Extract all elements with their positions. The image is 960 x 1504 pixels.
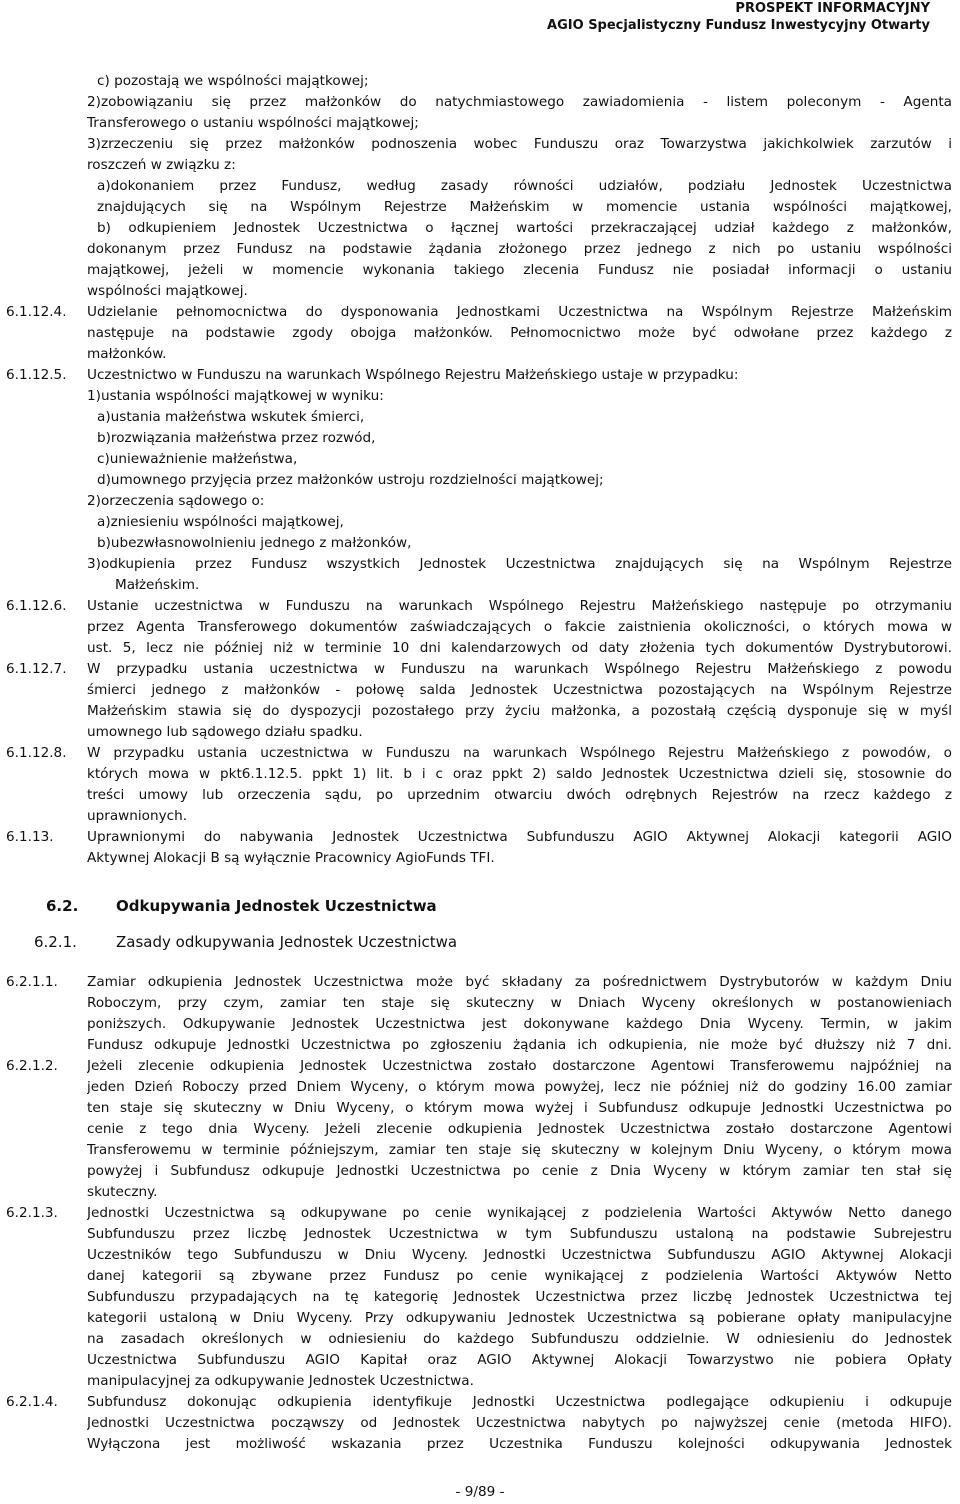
paragraph-line bbox=[0, 113, 960, 134]
section-number: 6.2.1. bbox=[34, 933, 77, 951]
line-text: następuje na podstawie zgody obojga małżonków. Pełnomocnictwo może być odwołane przez każdego z bbox=[87, 325, 952, 341]
line-text: d)umownego przyjęcia przez małżonków ustroju rozdzielności majątkowej; bbox=[97, 472, 604, 488]
numbered-paragraph-line bbox=[0, 932, 960, 953]
line-text: Małżeńskim stawia się do dyspozycji pozostałego przy życiu małżonka, a pozostałą częścią dysponuje się w myśl bbox=[87, 703, 952, 719]
paragraph-line bbox=[0, 260, 960, 281]
paragraph-line bbox=[0, 512, 960, 533]
paragraph-line bbox=[0, 1119, 960, 1140]
paragraph-line bbox=[0, 197, 960, 218]
paragraph-line bbox=[0, 680, 960, 701]
paragraph-line bbox=[0, 1371, 960, 1392]
paragraph-line bbox=[0, 575, 960, 596]
line-text: znajdujących się na Wspólnym Rejestrze Małżeńskim w momencie ustania wspólności majątkowej, bbox=[97, 199, 952, 215]
line-text: wspólności majątkowej. bbox=[87, 283, 248, 299]
numbered-paragraph-line bbox=[0, 659, 960, 680]
subsection-heading: Zasady odkupywania Jednostek Uczestnictwa bbox=[116, 933, 458, 951]
paragraph-line bbox=[0, 470, 960, 491]
section-number: 6.1.12.5. bbox=[6, 367, 67, 383]
paragraph-line bbox=[0, 407, 960, 428]
line-text: W przypadku ustania uczestnictwa w Funduszu na warunkach Wspólnego Rejestru Małżeńskiego z powodów, o bbox=[87, 745, 952, 761]
line-text: skuteczny. bbox=[87, 1184, 158, 1200]
paragraph-line bbox=[0, 1224, 960, 1245]
line-text: przez Agenta Transferowego dokumentów zaświadczających o fakcie zaistnienia okoliczności, o których mowa w bbox=[87, 619, 952, 635]
line-text: majątkowej, jeżeli w momencie wykonania takiego zlecenia Fundusz nie posiadał informacji o ustaniu bbox=[87, 262, 952, 278]
line-text: 3)zrzeczeniu się przez małżonków podnoszenia wobec Funduszu oraz Towarzystwa jakichkolwiek zarzutów i bbox=[87, 136, 952, 152]
numbered-paragraph-line bbox=[0, 743, 960, 764]
paragraph-line bbox=[0, 1329, 960, 1350]
paragraph-line bbox=[0, 1014, 960, 1035]
line-text: Subfundusz dokonując odkupienia identyfikuje Jednostki Uczestnictwa podlegające odkupieniu i odkupuje bbox=[87, 1394, 952, 1410]
paragraph-line bbox=[0, 155, 960, 176]
document-body bbox=[0, 71, 960, 1455]
line-text: Jednostki Uczestnictwa są odkupywane po cenie wynikającej z podzielenia Wartości Aktywów Netto danego bbox=[87, 1205, 952, 1221]
header-title: PROSPEKT INFORMACYJNY bbox=[735, 1, 930, 16]
paragraph-line bbox=[0, 239, 960, 260]
numbered-paragraph-line bbox=[0, 896, 960, 917]
paragraph-line bbox=[0, 1098, 960, 1119]
line-text: Uczestnictwa Subfunduszu AGIO Kapitał oraz AGIO Aktywnej Alokacji Towarzystwo nie pobiera Opłaty bbox=[87, 1352, 952, 1368]
document-header bbox=[547, 0, 930, 34]
paragraph-line bbox=[0, 554, 960, 575]
line-text: 3)odkupienia przez Fundusz wszystkich Jednostek Uczestnictwa znajdujących się na Wspólnym Rejestrze bbox=[87, 556, 952, 572]
line-text: Aktywnej Alokacji B są wyłącznie Pracownicy AgioFunds TFI. bbox=[87, 850, 495, 866]
line-text: cenie z tego dnia Wyceny. Jeżeli zlecenie odkupienia Jednostek Uczestnictwa zostało dostarczone Agentowi bbox=[87, 1121, 952, 1137]
line-text: ust. 5, lecz nie później niż w terminie 10 dni kalendarzowych od daty złożenia tych dokumentów Dystrybutorowi. bbox=[87, 640, 952, 656]
paragraph-line bbox=[0, 491, 960, 512]
paragraph-line bbox=[0, 533, 960, 554]
paragraph-line bbox=[0, 1077, 960, 1098]
line-text: Uczestnictwo w Funduszu na warunkach Wspólnego Rejestru Małżeńskiego ustaje w przypadku: bbox=[87, 367, 739, 383]
line-text: c)unieważnienie małżeństwa, bbox=[97, 451, 298, 467]
paragraph-line bbox=[0, 1434, 960, 1455]
paragraph-line bbox=[0, 1350, 960, 1371]
line-text: b)rozwiązania małżeństwa przez rozwód, bbox=[97, 430, 376, 446]
paragraph-line bbox=[0, 449, 960, 470]
line-text: których mowa w pkt6.1.12.5. ppkt 1) lit. b i c oraz ppkt 2) saldo Jednostek Uczestnictwa dzieli się, stosownie do bbox=[87, 766, 952, 782]
section-number: 6.1.12.4. bbox=[6, 304, 67, 320]
section-number: 6.1.12.7. bbox=[6, 661, 67, 677]
line-text: Uczestników tego Subfunduszu w Dniu Wyceny. Jednostki Uczestnictwa Subfunduszu AGIO Aktywnej Alokacji bbox=[87, 1247, 952, 1263]
paragraph-line bbox=[0, 1035, 960, 1056]
section-number: 6.1.12.6. bbox=[6, 598, 67, 614]
paragraph-line bbox=[0, 1287, 960, 1308]
page-number: - 9/89 - bbox=[455, 1484, 505, 1500]
numbered-paragraph-line bbox=[0, 1203, 960, 1224]
numbered-paragraph-line bbox=[0, 1056, 960, 1077]
line-text: Wyłączona jest możliwość wskazania przez Uczestnika Funduszu kolejności odkupywania Jednostek bbox=[87, 1436, 952, 1452]
line-text: a)zniesieniu wspólności majątkowej, bbox=[97, 514, 344, 530]
section-number: 6.2.1.4. bbox=[6, 1394, 58, 1410]
paragraph-line bbox=[0, 806, 960, 827]
line-text: uprawnionych. bbox=[87, 808, 188, 824]
section-number: 6.1.13. bbox=[6, 829, 54, 845]
numbered-paragraph-line bbox=[0, 827, 960, 848]
paragraph-line bbox=[0, 386, 960, 407]
numbered-paragraph-line bbox=[0, 365, 960, 386]
line-text: manipulacyjnej za odkupywanie Jednostek Uczestnictwa. bbox=[87, 1373, 474, 1389]
line-text: Małżeńskim. bbox=[115, 577, 200, 593]
line-text: Ustanie uczestnictwa w Funduszu na warunkach Wspólnego Rejestru Małżeńskiego następuje po otrzymaniu bbox=[87, 598, 952, 614]
line-text: jeden Dzień Roboczy przed Dniem Wyceny, o którym mowa powyżej, lecz nie później niż do godziny 16.00 zamiar bbox=[87, 1079, 952, 1095]
section-number: 6.2. bbox=[46, 897, 79, 915]
line-text: a)dokonaniem przez Fundusz, według zasady równości udziałów, podziału Jednostek Uczestnictwa bbox=[97, 178, 952, 194]
line-text: 2)zobowiązaniu się przez małżonków do natychmiastowego zawiadomienia - listem poleconym - Agenta bbox=[87, 94, 952, 110]
line-text: Transferowego o ustaniu wspólności majątkowej; bbox=[87, 115, 419, 131]
line-text: na zasadach określonych w odniesieniu do każdego Subfunduszu oddzielnie. W odniesieniu do Jednostek bbox=[87, 1331, 952, 1347]
paragraph-line bbox=[0, 428, 960, 449]
numbered-paragraph-line bbox=[0, 302, 960, 323]
paragraph-line bbox=[0, 1266, 960, 1287]
paragraph-line bbox=[0, 701, 960, 722]
line-text: śmierci jednego z małżonków - połowę salda Jednostek Uczestnictwa pozostających na Wspólnym Rejestrze bbox=[87, 682, 952, 698]
paragraph-line bbox=[0, 134, 960, 155]
paragraph-line bbox=[0, 1140, 960, 1161]
paragraph-line bbox=[0, 993, 960, 1014]
paragraph-line bbox=[0, 218, 960, 239]
paragraph-line bbox=[0, 176, 960, 197]
section-number: 6.2.1.1. bbox=[6, 974, 58, 990]
paragraph-line bbox=[0, 785, 960, 806]
numbered-paragraph-line bbox=[0, 1392, 960, 1413]
line-text: Jednostki Uczestnictwa począwszy od Jednostek Uczestnictwa nabytych po najwyższej cenie (metoda HIFO). bbox=[87, 1415, 952, 1431]
paragraph-line bbox=[0, 638, 960, 659]
line-text: powyżej i Subfundusz odkupuje Jednostki Uczestnictwa po cenie z Dnia Wyceny w którym zamiar ten stał się bbox=[87, 1163, 952, 1179]
line-text: kategorii ustaloną w Dniu Wyceny. Przy odkupywaniu Jednostek Uczestnictwa są pobierane opłaty manipulacyjne bbox=[87, 1310, 952, 1326]
line-text: 1)ustania wspólności majątkowej w wyniku: bbox=[87, 388, 384, 404]
line-text: dokonanym przez Fundusz na podstawie żądania złożonego przez jednego z nich po ustaniu wspólności bbox=[87, 241, 952, 257]
paragraph-line bbox=[0, 92, 960, 113]
header-fund-name: AGIO Specjalistyczny Fundusz Inwestycyjny Otwarty bbox=[547, 18, 930, 33]
paragraph-line bbox=[0, 1308, 960, 1329]
paragraph-line bbox=[0, 722, 960, 743]
line-text: c) pozostają we wspólności majątkowej; bbox=[97, 73, 369, 89]
numbered-paragraph-line bbox=[0, 596, 960, 617]
line-text: poniższych. Odkupywanie Jednostek Uczestnictwa jest dokonywane każdego Dnia Wyceny. Termin, w jakim bbox=[87, 1016, 952, 1032]
line-text: danej kategorii są zbywane przez Fundusz po cenie wynikającej z podzielenia Wartości Aktywów Netto bbox=[87, 1268, 952, 1284]
line-text: W przypadku ustania uczestnictwa w Funduszu na warunkach Wspólnego Rejestru Małżeńskiego z powodu bbox=[87, 661, 952, 677]
line-text: roszczeń w związku z: bbox=[87, 157, 236, 173]
line-text: 2)orzeczenia sądowego o: bbox=[87, 493, 265, 509]
paragraph-line bbox=[0, 1413, 960, 1434]
paragraph-line bbox=[0, 764, 960, 785]
section-number: 6.1.12.8. bbox=[6, 745, 67, 761]
paragraph-line bbox=[0, 344, 960, 365]
line-text: Subfunduszu przez liczbę Jednostek Uczestnictwa w tym Subfunduszu ustaloną na podstawie Subrejestru bbox=[87, 1226, 952, 1242]
paragraph-line bbox=[0, 1161, 960, 1182]
paragraph-line bbox=[0, 617, 960, 638]
line-text: Roboczym, przy czym, zamiar ten staje się skuteczny w Dniach Wyceny określonych w postanowieniach bbox=[87, 995, 952, 1011]
line-text: ten staje się skuteczny w Dniu Wyceny, o którym mowa wyżej i Subfundusz odkupuje Jednostki Uczestnictwa po bbox=[87, 1100, 952, 1116]
paragraph-line bbox=[0, 323, 960, 344]
line-text: Udzielanie pełnomocnictwa do dysponowania Jednostkami Uczestnictwa na Wspólnym Rejestrze Małżeńskim bbox=[87, 304, 952, 320]
line-text: a)ustania małżeństwa wskutek śmierci, bbox=[97, 409, 365, 425]
section-heading: Odkupywania Jednostek Uczestnictwa bbox=[116, 897, 437, 915]
paragraph-line bbox=[0, 1245, 960, 1266]
line-text: Fundusz odkupuje Jednostki Uczestnictwa po zgłoszeniu żądania ich odkupienia, nie może być dłuższy niż 7 dni. bbox=[87, 1037, 952, 1053]
line-text: Transferowemu w terminie późniejszym, zamiar ten staje się skuteczny w kolejnym Dniu Wyceny, o którym mowa bbox=[87, 1142, 952, 1158]
line-text: b) odkupieniem Jednostek Uczestnictwa o łącznej wartości przekraczającej udział każdego z małżonków, bbox=[97, 220, 952, 236]
paragraph-line bbox=[0, 281, 960, 302]
section-number: 6.2.1.2. bbox=[6, 1058, 58, 1074]
line-text: małżonków. bbox=[87, 346, 167, 362]
line-text: b)ubezwłasnowolnieniu jednego z małżonków, bbox=[97, 535, 412, 551]
line-text: Uprawnionymi do nabywania Jednostek Uczestnictwa Subfunduszu AGIO Aktywnej Alokacji kategorii AGIO bbox=[87, 829, 952, 845]
line-text: umownego lub sądowego działu spadku. bbox=[87, 724, 363, 740]
paragraph-line bbox=[0, 71, 960, 92]
line-text: Subfunduszu przypadających na tę kategorię Jednostek Uczestnictwa przez liczbę Jednostek Uczestnictwa tej bbox=[87, 1289, 952, 1305]
line-text: treści umowy lub orzeczenia sądu, po uprzednim otwarciu dwóch odrębnych Rejestrów na rzecz każdego z bbox=[87, 787, 952, 803]
section-number: 6.2.1.3. bbox=[6, 1205, 58, 1221]
paragraph-line bbox=[0, 848, 960, 869]
numbered-paragraph-line bbox=[0, 972, 960, 993]
line-text: Zamiar odkupienia Jednostek Uczestnictwa może być składany za pośrednictwem Dystrybutorów w każdym Dniu bbox=[87, 974, 952, 990]
paragraph-line bbox=[0, 1182, 960, 1203]
line-text: Jeżeli zlecenie odkupienia Jednostek Uczestnictwa zostało dostarczone Agentowi Transferowemu najpóźniej na bbox=[87, 1058, 952, 1074]
